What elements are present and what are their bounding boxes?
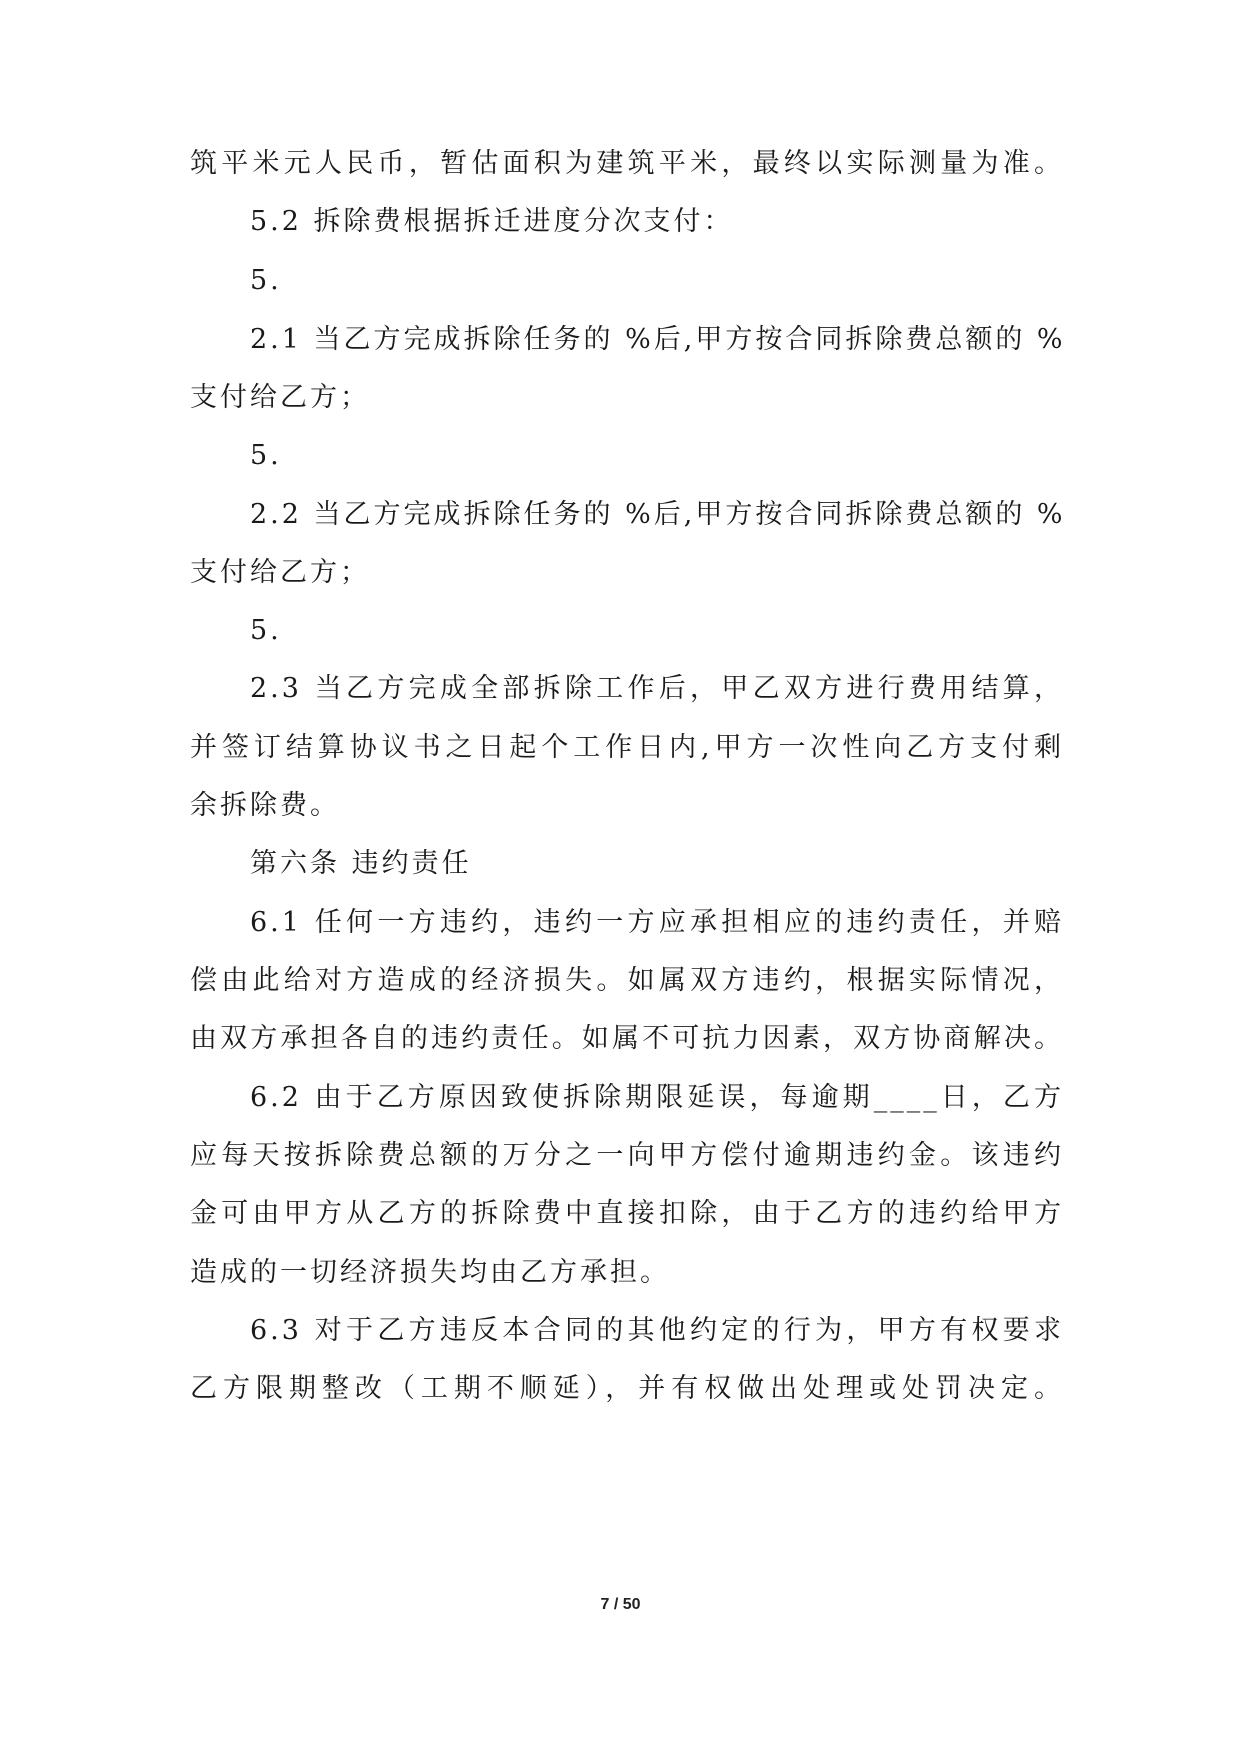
text-line-19: 金可由甲方从乙方的拆除费中直接扣除，由于乙方的违约给甲方 xyxy=(190,1198,1064,1229)
page-number: 7 / 50 xyxy=(600,1596,641,1613)
text-line-12: 余拆除费。 xyxy=(190,790,340,821)
text-line-21: 6.3 对于乙方违反本合同的其他约定的行为，甲方有权要求 xyxy=(250,1315,1064,1346)
text-line-22: 乙方限期整改（工期不顺延），并有权做出处理或处罚决定。 xyxy=(190,1373,1064,1404)
text-line-4: 2.1 当乙方完成拆除任务的 %后,甲方按合同拆除费总额的 % xyxy=(250,324,1066,355)
text-line-3: 5. xyxy=(250,265,282,296)
text-line-7: 2.2 当乙方完成拆除任务的 %后,甲方按合同拆除费总额的 % xyxy=(250,499,1066,530)
text-line-1: 筑平米元人民币，暂估面积为建筑平米，最终以实际测量为准。 xyxy=(190,148,1064,179)
text-line-18: 应每天按拆除费总额的万分之一向甲方偿付逾期违约金。该违约 xyxy=(190,1140,1064,1171)
text-line-5: 支付给乙方； xyxy=(190,382,370,413)
section-heading: 第六条 违约责任 xyxy=(250,848,472,879)
text-line-10: 2.3 当乙方完成全部拆除工作后，甲乙双方进行费用结算， xyxy=(250,673,1064,704)
text-line-15: 偿由此给对方造成的经济损失。如属双方违约，根据实际情况， xyxy=(190,965,1064,996)
text-line-8: 支付给乙方； xyxy=(190,557,370,588)
text-line-6: 5. xyxy=(250,440,282,471)
text-line-17: 6.2 由于乙方原因致使拆除期限延误，每逾期____日，乙方 xyxy=(250,1082,1064,1113)
text-line-9: 5. xyxy=(250,615,282,646)
text-line-20: 造成的一切经济损失均由乙方承担。 xyxy=(190,1257,670,1288)
text-line-11: 并签订结算协议书之日起个工作日内,甲方一次性向乙方支付剩 xyxy=(190,732,1064,763)
text-line-2: 5.2 拆除费根据拆迁进度分次支付： xyxy=(250,206,734,237)
text-line-16: 由双方承担各自的违约责任。如属不可抗力因素，双方协商解决。 xyxy=(190,1023,1064,1054)
text-line-14: 6.1 任何一方违约，违约一方应承担相应的违约责任，并赔 xyxy=(250,907,1064,938)
